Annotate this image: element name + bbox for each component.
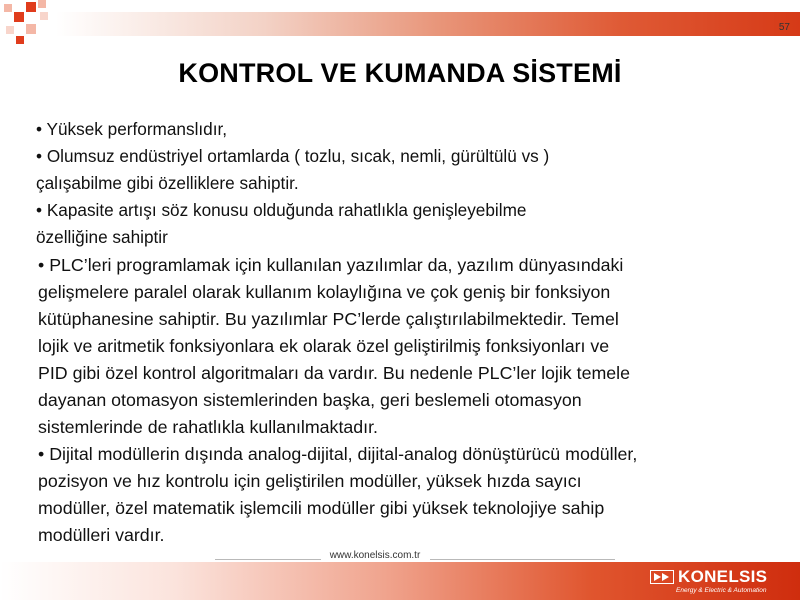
konelsis-logo-icon	[650, 570, 674, 584]
bullet-marker: •	[38, 255, 45, 275]
bullet-marker: •	[36, 200, 43, 220]
bullet-marker: •	[38, 444, 45, 464]
bullet-item	[36, 116, 776, 143]
bullet-text-line: dayanan otomasyon sistemlerinden başka, geri beslemeli otomasyon	[38, 390, 582, 410]
bullet-text-line: kütüphanesine sahiptir. Bu yazılımlar PC’lerde çalıştırılabilmektedir. Temel	[38, 309, 619, 329]
bullet-text-line: Yüksek performanslıdır,	[46, 119, 228, 139]
footer-website-link[interactable]: www.konelsis.com.tr	[329, 550, 421, 561]
bullet-text-line: lojik ve aritmetik fonksiyonlara ek olarak özel geliştirilmiş fonksiyonları ve	[38, 336, 610, 356]
bullet-item	[36, 197, 776, 251]
brand-name: KONELSIS	[678, 567, 768, 586]
bullet-marker: •	[36, 146, 43, 166]
bullet-item	[38, 252, 798, 441]
corner-squares-decoration	[0, 0, 60, 50]
bullet-marker: •	[36, 119, 43, 139]
brand-tagline: Energy & Electric & Automation	[676, 587, 767, 594]
page-number: 57	[778, 22, 790, 33]
bullet-list-primary	[36, 116, 776, 251]
bullet-text-line: Olumsuz endüstriyel ortamlarda ( tozlu, sıcak, nemli, gürültülü vs )	[46, 146, 550, 166]
bullet-item	[36, 143, 776, 197]
bullet-text-line: Kapasite artışı söz konusu olduğunda rahatlıkla genişleyebilme	[46, 200, 527, 220]
bullet-text-line: çalışabilme gibi özelliklere sahiptir.	[36, 173, 299, 193]
bullet-text-line: sistemlerinde de rahatlıkla kullanılmaktadır.	[38, 417, 378, 437]
bullet-text-line: PID gibi özel kontrol algoritmaları da vardır. Bu nedenle PLC’ler lojik temele	[38, 363, 631, 383]
bullet-text-line: gelişmelere paralel olarak kullanım kolaylığına ve çok geniş bir fonksiyon	[38, 282, 611, 302]
brand-logo	[650, 568, 800, 596]
bullet-text-line: pozisyon ve hız kontrolu için geliştirilen modüller, yüksek hızda sayıcı	[38, 471, 582, 491]
bullet-text-line: özelliğine sahiptir	[36, 227, 168, 247]
bullet-list-secondary	[38, 252, 798, 549]
bullet-item	[38, 441, 798, 549]
bullet-text-line: modüller, özel matematik işlemcili modüller gibi yüksek teknolojiye sahip	[38, 498, 605, 518]
bullet-text-line: modülleri vardır.	[38, 525, 165, 545]
bullet-text-line: PLC’leri programlamak için kullanılan yazılımlar da, yazılım dünyasındaki	[49, 255, 624, 275]
bullet-text-line: Dijital modüllerin dışında analog-dijital, dijital-analog dönüştürücü modüller,	[49, 444, 638, 464]
slide-title: KONTROL VE KUMANDA SİSTEMİ	[178, 58, 622, 88]
header-gradient-band	[56, 12, 800, 36]
